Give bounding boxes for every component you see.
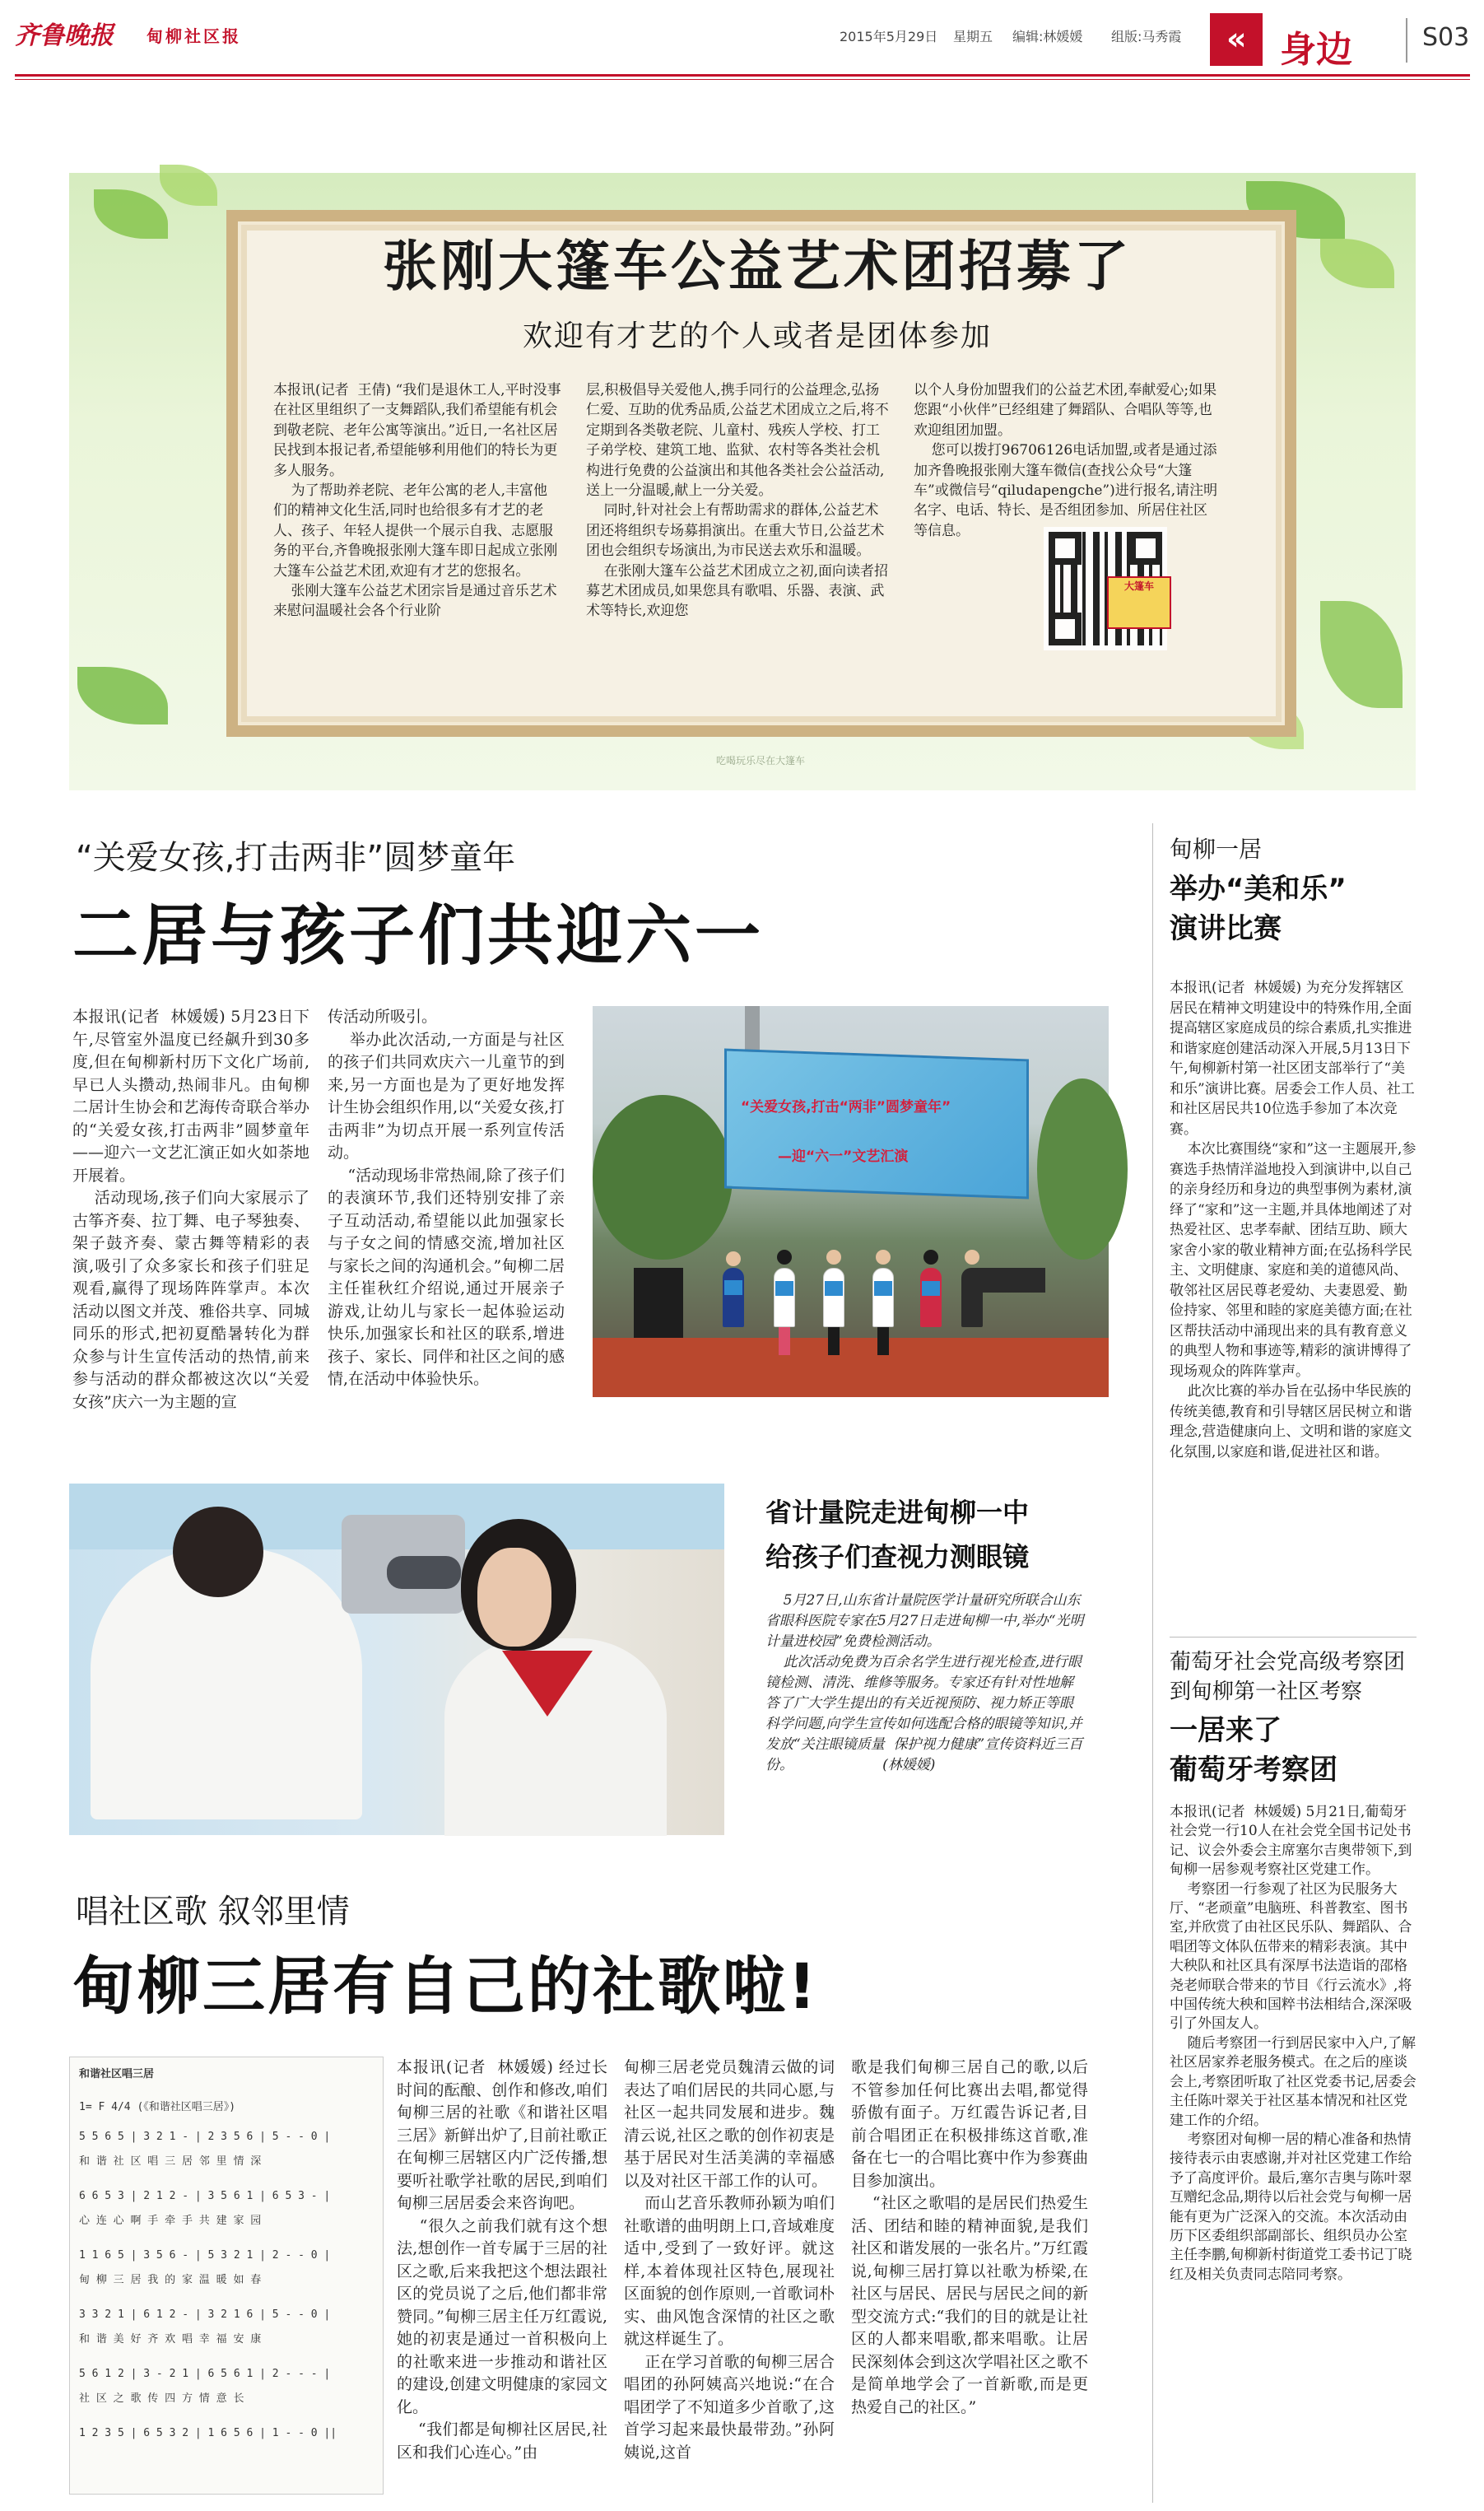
performer-book bbox=[825, 1281, 843, 1296]
qr-finder-corner bbox=[1049, 532, 1082, 565]
leaf-decoration bbox=[1320, 239, 1394, 288]
layout-credit: 组版:马秀霞 bbox=[1111, 29, 1182, 44]
performer-legs bbox=[779, 1327, 790, 1355]
performer-head bbox=[726, 1251, 741, 1266]
header-rule bbox=[15, 74, 1470, 77]
song-sheet-line: 5 6 1 2 | 3 - 2 1 | 6 5 6 1 | 2 - - - | bbox=[79, 2368, 331, 2380]
song-sheet-line: 和 谐 美 好 齐 欢 唱 幸 福 安 康 bbox=[79, 2333, 262, 2346]
song-sheet-line: 1 2 3 5 | 6 5 3 2 | 1 6 5 6 | 1 - - 0 || bbox=[79, 2427, 337, 2439]
performer-head bbox=[876, 1250, 891, 1265]
performer bbox=[723, 1268, 744, 1327]
sidebar2-body: 本报讯(记者 林媛媛) 5月21日,葡萄牙社会党一行10人在社会党全国书记处书记、议会外委会主席塞尔吉奥带领下,到甸柳一居参观考察社区党建工作。 考察团一行参观了社区为民服务大厅、“老顽童”电脑班、科普教室、图书室,并欣赏了由社区民乐队、舞蹈队、合唱团等文体队伍带来的精彩表演。其中大秧队和社区具有深厚书法造诣的邵格尧老师联合带来的节目《行云流水》,将中国传统大秧和国粹书法相结合,深深吸引了外国友人。 随后考察团一行到居民家中入户,了解社区居家养老服务模式。在之后的座谈会上,考察团听取了社区党委书记,居委会主任陈叶翠关于社区基本情况和社区党建工作的介绍。 考察团对甸柳一居的精心准备和热情接待表示由衷感谢,并对社区党建工作给予了高度评价。最后,塞尔吉奥与陈叶翠互赠纪念品,期待以后社会党与甸柳一居能有更为广泛深入的交流。本次活动由历下区委组织部副部长、组织员办公室主任李鹏,甸柳新村街道党工委书记丁晓红及相关负责同志陪同考察。 bbox=[1170, 1804, 1417, 2283]
story1-kicker: “关爱女孩,打击两非”圆梦童年 bbox=[76, 839, 516, 877]
banner-subtitle: 欢迎有才艺的个人或者是团体参加 bbox=[522, 319, 992, 353]
leaf-decoration bbox=[160, 165, 217, 206]
story1-text-col1: 本报讯(记者 林媛媛) 5月23日下午,尽管室外温度已经飙升到30多度,但在甸柳新村历下文化广场前,早已人头攒动,热闹非凡。由甸柳二居计生协会和艺海传奇联合举办的“关爱女孩,打击两非”圆梦童年——迎六一文艺汇演正如火如荼地开展着。 活动现场,孩子们向大家展示了古筝齐奏、拉丁舞、电子琴独奏、架子鼓齐奏、蒙古舞等精彩的表演,吸引了众多家长和孩子们驻足观看,赢得了现场阵阵掌声。本次活动以图文并茂、雅俗共享、同城同乐的形式,把初夏酷暑转化为群众参与计生宣传活动的热情,前来参与活动的群众都被这次以“关爱女孩”庆六一为主题的宣 bbox=[72, 1008, 309, 1411]
story2-headline-line1: 省计量院走进甸柳一中 bbox=[765, 1497, 1030, 1528]
stage-backdrop-line1: “关爱女孩,打击“两非”圆梦童年” bbox=[741, 1099, 951, 1116]
stage-floor bbox=[593, 1338, 1109, 1397]
song-sheet-title: 和谐社区唱三居 bbox=[79, 2068, 155, 2080]
song-sheet-line: 心 连 心 啊 手 牵 手 共 建 家 园 bbox=[79, 2215, 262, 2227]
sidebar2-kicker-line1: 葡萄牙社会党高级考察团 bbox=[1170, 1650, 1406, 1675]
section-name: 甸柳社区报 bbox=[147, 26, 241, 46]
stage-backdrop bbox=[724, 1049, 1029, 1200]
performer-head bbox=[923, 1250, 938, 1265]
story3-headline: 甸柳三居有自己的社歌啦! bbox=[72, 1950, 819, 2023]
leaf-decoration bbox=[77, 667, 168, 724]
issue-weekday: 星期五 bbox=[953, 29, 993, 44]
performer-head bbox=[777, 1250, 792, 1265]
song-sheet-line: 1= F 4/4 (《和谐社区唱三居》) bbox=[79, 2101, 236, 2113]
performer-book bbox=[874, 1281, 892, 1296]
performer bbox=[774, 1268, 795, 1327]
performer-head bbox=[965, 1250, 979, 1265]
sidebar1-kicker: 甸柳一居 bbox=[1170, 836, 1263, 863]
story1-text-col2: 传活动所吸引。 举办此次活动,一方面是与社区的孩子们共同欢庆六一儿童节的到来,另一方面也是为了更好地发挥计生协会组织作用,以“关爱女孩,打击两非”为切点开展一系列宣传活动。 “活动现场非常热闹,除了孩子们的表演环节,我们还特别安排了亲子互动活动,希望能以此加强家长与子女之间的情感交流,增加社区与家长之间的沟通机会。”甸柳二居主任崔秋红介绍说,通过开展亲子游戏,让幼儿与家长一起体验运动快乐,加强家长和社区的联系,增进孩子、家长、同伴和社区之间的感情,在活动中体验快乐。 bbox=[328, 1008, 565, 1388]
song-sheet-line: 甸 柳 三 居 我 的 家 温 暖 如 春 bbox=[79, 2274, 262, 2286]
column-rule bbox=[1152, 823, 1153, 2503]
banner-text-col2: 层,积极倡导关爱他人,携手同行的公益理念,弘扬仁爱、互助的优秀品质,公益艺术团成立之后,将不定期到各类敬老院、儿童村、残疾人学校、打工子弟学校、建筑工地、监狱、农村等各类社会机构进行免费的公益演出和其他各类社会公益活动,送上一分温暖,献上一分关爱。 同时,针对社会上有帮助需求的群体,公益艺术团还将组织专场募捐演出。在重大节日,公益艺术团也会组织专场演出,为市民送去欢乐和温暖。 在张刚大篷车公益艺术团成立之初,面向读者招募艺术团成员,如果您具有歌唱、乐器、表演、武术等特长,欢迎您 bbox=[586, 382, 889, 620]
sidebar1-headline-line1: 举办“美和乐” bbox=[1170, 873, 1347, 906]
sidebar1-body: 本报讯(记者 林媛媛) 为充分发挥辖区居民在精神文明建设中的特殊作用,全面提高辖区家庭成员的综合素质,扎实推进和谐家庭创建活动深入开展,5月13日下午,甸柳新村第一社区团支部举行了“美和乐”演讲比赛。居委会工作人员、社工和社区居民共10位选手参加了本次竞赛。 本次比赛围绕“家和”这一主题展开,参赛选手热情洋溢地投入到演讲中,以自己的亲身经历和身边的典型事例为素材,演绎了“家和”这一主题,并具体地阐述了对热爱社区、忠孝奉献、团结互助、顾大家舍小家的敬业精神方面;在弘扬科学民主、文明健康、家庭和美的道德风尚、敬邻社区居民尊老爱幼、夫妻恩爱、勤俭持家、邻里和睦的家庭美德方面;在社区帮扶活动中涌现出来的具有教育意义的典型人物和事迹等,精彩的演讲博得了现场观众的阵阵掌声。 此次比赛的举办旨在弘扬中华民族的传统美德,教育和引导辖区居民树立和谐理念,营造健康向上、文明和谐的家庭文化氛围,以家庭和谐,促进社区和谐。 bbox=[1170, 980, 1417, 1460]
performer-legs bbox=[877, 1327, 889, 1355]
song-sheet-line: 1 1 6 5 | 3 5 6 - | 5 3 2 1 | 2 - - 0 | bbox=[79, 2249, 331, 2262]
editor-credit: 编辑:林媛媛 bbox=[1012, 29, 1083, 44]
performer-book bbox=[724, 1280, 742, 1295]
sidebar-divider bbox=[1170, 1637, 1417, 1638]
nurse-head bbox=[173, 1507, 263, 1597]
stage-backdrop-line2: —迎“六一”文艺汇演 bbox=[778, 1148, 909, 1165]
performer bbox=[823, 1268, 844, 1327]
performer-book bbox=[775, 1281, 793, 1296]
story1-headline: 二居与孩子们共迎六一 bbox=[72, 897, 764, 974]
header-divider bbox=[1406, 18, 1407, 63]
sidebar2-kicker-line2: 到甸柳第一社区考察 bbox=[1170, 1679, 1363, 1704]
song-sheet-line: 5 5 6 5 | 3 2 1 - | 2 3 5 6 | 5 - - 0 | bbox=[79, 2131, 331, 2143]
performer-book bbox=[922, 1281, 940, 1296]
column-name: 身边 bbox=[1280, 29, 1352, 71]
leaf-decoration bbox=[1320, 601, 1403, 708]
story2-headline-line2: 给孩子们查视力测眼镜 bbox=[765, 1541, 1030, 1572]
story3-kicker: 唱社区歌 叙邻里情 bbox=[76, 1893, 350, 1931]
sidebar2-headline-line1: 一居来了 bbox=[1170, 1714, 1282, 1747]
qr-finder-corner bbox=[1049, 613, 1082, 645]
performer bbox=[961, 1268, 983, 1327]
masthead bbox=[0, 0, 1484, 76]
double-chevron-left-icon: « bbox=[1226, 21, 1247, 57]
performer bbox=[872, 1268, 894, 1327]
story2-body: 5月27日,山东省计量院医学计量研究所联合山东省眼科医院专家在5月27日走进甸柳一中,举办“光明计量进校园”免费检测活动。 此次活动免费为百余名学生进行视光检查,进行眼镜检测、清洗、维修等服务。专家还有针对性地解答了广大学生提出的有关近视预防、视力矫正等眼科学问题,向学生宣传如何选配合格的眼镜等知识,并发放“关注眼镜质量 保护视力健康”宣传资料近三百份。 (林媛媛) bbox=[765, 1592, 1084, 1773]
tree bbox=[1037, 1078, 1128, 1260]
speaker bbox=[634, 1268, 683, 1338]
banner-title: 张刚大篷车公益艺术团招募了 bbox=[383, 235, 1132, 298]
qr-finder-corner bbox=[1129, 532, 1162, 565]
banner-text-col1: 本报讯(记者 王倩) “我们是退休工人,平时没事在社区里组织了一支舞蹈队,我们希望能有机会到敬老院、老年公寓等演出。”近日,一名社区居民找到本报记者,希望能够利用他们的特长为更多人服务。 为了帮助养老院、老年公寓的老人,丰富他们的精神文化生活,同时也给很多有才艺的老人、孩子、年轻人提供一个展示自我、志愿服务的平台,齐鲁晚报张刚大篷车即日起成立张刚大篷车公益艺术团,欢迎有才艺的您报名。 张刚大篷车公益艺术团宗旨是通过音乐艺术来慰问温暖社会各个行业阶 bbox=[273, 382, 561, 620]
sidebar2-headline-line2: 葡萄牙考察团 bbox=[1170, 1754, 1337, 1787]
story3-text-col2: 甸柳三居老党员魏清云做的词表达了咱们居民的共同心愿,与社区一起共同发展和进步。魏清云说,社区之歌的创作初衷是基于居民对生活美满的幸福感以及对社区干部工作的认可。 而山艺音乐教师孙颖为咱们社歌谱的曲明朗上口,音域难度适中,受到了一致好评。就这样,本着体现社区特色,展现社区面貌的创作原则,一首歌词朴实、曲风饱含深情的社区之歌就这样诞生了。 正在学习首歌的甸柳三居合唱团的孙阿姨高兴地说:“在合唱团学了不知道多少首歌了,这首学习起来最快最带劲。”孙阿姨说,这首 bbox=[624, 2058, 835, 2462]
tree bbox=[593, 1095, 733, 1260]
header-rule-thin bbox=[15, 79, 1470, 80]
story3-text-col3: 歌是我们甸柳三居自己的歌,以后不管参加任何比赛出去唱,都觉得骄傲有面子。万红霞告诉记者,目前合唱团正在积极排练这首歌,准备在七一的合唱比赛中作为参赛曲目参加演出。 “社区之歌唱的是居民们热爱生活、团结和睦的精神面貌,是我们社区和谐发展的一张名片。”万红霞说,甸柳三居打算以社歌为桥梁,在社区与居民、居民与居民之间的新型交流方式:“我们的目的就是让社区的人都来唱歌,都来唱歌。让居民深刻体会到这次学唱社区之歌不是简单地学会了一首新歌,而是更热爱自己的社区。” bbox=[851, 2058, 1088, 2416]
performer-legs bbox=[828, 1327, 840, 1355]
paper-name: 齐鲁晚报 bbox=[15, 21, 114, 50]
song-sheet-line: 6 6 5 3 | 2 1 2 - | 3 5 6 1 | 6 5 3 - | bbox=[79, 2190, 331, 2202]
sidebar1-headline-line2: 演讲比赛 bbox=[1170, 912, 1282, 945]
song-sheet-line: 和 谐 社 区 唱 三 居 邻 里 情 深 bbox=[79, 2155, 262, 2168]
qr-tag: 大篷车 bbox=[1107, 576, 1171, 629]
story3-text-col1: 本报讯(记者 林媛媛) 经过长时间的酝酿、创作和修改,咱们甸柳三居的社歌《和谐社区唱三居》新鲜出炉了,目前社歌正在甸柳三居辖区内广泛传播,想要听社歌学社歌的居民,到咱们甸柳三居居委会来咨询吧。 “很久之前我们就有这个想法,想创作一首专属于三居的社区之歌,后来我把这个想法跟社区的党员说了之后,他们都非常赞同。”甸柳三居主任万红霞说,她的初衷是通过一首积极向上的社歌来进一步推动和谐社区的建设,创建文明健康的家园文化。 “我们都是甸柳社区居民,社区和我们心连心。”由 bbox=[397, 2058, 607, 2462]
song-sheet-line: 3 3 2 1 | 6 1 2 - | 3 2 1 6 | 5 - - 0 | bbox=[79, 2308, 331, 2321]
banner-text-col3: 以个人身份加盟我们的公益艺术团,奉献爱心;如果您跟“小伙伴”已经组建了舞蹈队、合唱队等等,也欢迎组团加盟。 您可以拨打96706126电话加盟,或者是通过添加齐鲁晚报张刚大篷车微信(查找公众号“大篷车”或微信号“qiludapengche”)进行报名,请注明名字、电话、特长、是否组团参加、所居住社区等信息。 bbox=[914, 382, 1218, 539]
eye-exam-lens bbox=[387, 1556, 461, 1589]
page-number: S03 bbox=[1422, 23, 1470, 52]
student-face bbox=[477, 1548, 551, 1647]
issue-date: 2015年5月29日 bbox=[840, 29, 938, 44]
song-sheet-line: 社 区 之 歌 传 四 方 情 意 长 bbox=[79, 2392, 244, 2405]
leaf-decoration bbox=[94, 189, 168, 239]
performer-head bbox=[826, 1250, 841, 1265]
performer bbox=[920, 1268, 942, 1327]
banner-footer: 吃喝玩乐尽在大篷车 bbox=[716, 755, 806, 766]
